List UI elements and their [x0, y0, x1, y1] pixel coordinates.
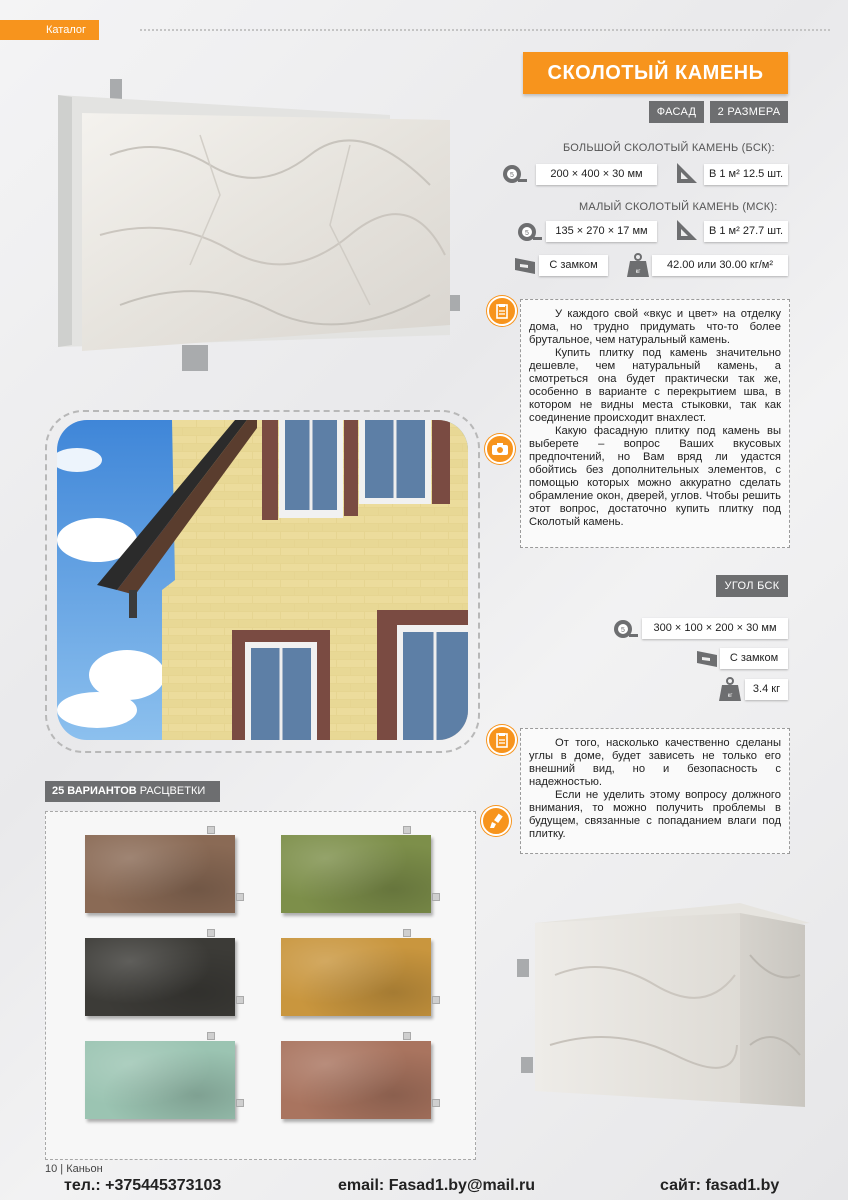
svg-text:кг: кг — [635, 269, 641, 275]
small-stone-lock: С замком — [539, 255, 608, 276]
description-paragraph: От того, насколько качественно сделаны углы в доме, будет зависеть не только его внешний вид, но и безопасность с надежностью. — [529, 737, 781, 788]
tag-sizes: 2 РАЗМЕРА — [710, 101, 788, 123]
clipboard-icon — [487, 296, 517, 326]
swatch-clip — [432, 893, 440, 901]
variants-count: 25 ВАРИАНТОВ — [52, 785, 137, 797]
color-swatch[interactable] — [281, 835, 431, 913]
swatch-clip — [207, 826, 215, 834]
small-stone-heading: МАЛЫЙ СКОЛОТЫЙ КАМЕНЬ (МСК): — [579, 201, 778, 213]
swatch-clip — [432, 1099, 440, 1107]
stone-panel-image — [50, 75, 470, 375]
swatch-clip — [403, 1032, 411, 1040]
footer-site[interactable]: сайт: fasad1.by — [660, 1177, 780, 1194]
variants-text: РАСЦВЕТКИ — [139, 785, 206, 797]
description-box-2 — [520, 728, 790, 854]
tag-facade: ФАСАД — [649, 101, 704, 123]
variants-label — [45, 781, 220, 802]
swatch-clip — [207, 929, 215, 937]
swatch-clip — [207, 1032, 215, 1040]
corner-lock: С замком — [720, 648, 788, 669]
catalog-tab[interactable]: Каталог — [0, 20, 99, 40]
description-paragraph: У каждого свой «вкус и цвет» на отделку дома, но трудно придумать что-то более брутальное, чем натуральный камень. — [529, 308, 781, 346]
small-stone-per-m2: В 1 м² 27.7 шт. — [704, 221, 788, 242]
color-swatch[interactable] — [85, 938, 235, 1016]
corner-dimensions: 300 × 100 × 200 × 30 мм — [642, 618, 788, 639]
page-title: СКОЛОТЫЙ КАМЕНЬ — [523, 52, 788, 94]
clipboard-icon — [487, 725, 517, 755]
tape-measure-icon — [516, 221, 542, 243]
footer-phone[interactable]: тел.: +375445373103 — [64, 1177, 222, 1194]
description-paragraph: Купить плитку под камень значительно дешевле, чем натуральный камень, а смотреться она будет практически так же, особенно в варианте с перекрытием шва, в котором не видны места стыковки, так как соединение происходит внахлест. — [529, 347, 781, 424]
set-square-icon — [675, 218, 699, 242]
description-box-1 — [520, 299, 790, 548]
svg-text:5: 5 — [525, 230, 529, 237]
tape-measure-icon — [612, 618, 638, 640]
svg-text:5: 5 — [510, 172, 514, 179]
brush-icon — [481, 806, 511, 836]
svg-text:кг: кг — [727, 693, 733, 699]
swatch-clip — [236, 996, 244, 1004]
weight-icon — [718, 676, 742, 702]
corner-weight: 3.4 кг — [745, 679, 788, 700]
swatch-clip — [236, 1099, 244, 1107]
tag-corner: УГОЛ БСК — [716, 575, 788, 597]
svg-text:5: 5 — [621, 627, 625, 634]
lock-profile-icon — [514, 256, 536, 276]
lock-profile-icon — [696, 649, 718, 669]
corner-stone-image — [515, 895, 815, 1115]
tape-measure-icon — [501, 163, 527, 185]
small-stone-weight: 42.00 или 30.00 кг/м² — [652, 255, 788, 276]
set-square-icon — [675, 161, 699, 185]
description-paragraph: Если не уделить этому вопросу должного внимания, то можно получить проблемы в будущем, связанные с попаданием влаги под плитку. — [529, 789, 781, 840]
page-number: 10 | Каньон — [45, 1163, 103, 1175]
color-swatch[interactable] — [85, 1041, 235, 1119]
swatch-clip — [432, 996, 440, 1004]
small-stone-dimensions: 135 × 270 × 17 мм — [546, 221, 657, 242]
camera-icon — [485, 434, 515, 464]
description-paragraph: Какую фасадную плитку под камень вы выберете – вопрос Ваших вкусовых предпочтений, но Вам вряд ли удастся обойтись без дополнительных элементов, с помощью которых можно аккуратно сделать обрамление окон, дверей, углов. Чтобы решить этот вопрос, достаточно купить плитку под Сколотый камень. — [529, 425, 781, 528]
color-swatch[interactable] — [281, 1041, 431, 1119]
house-photo — [57, 420, 468, 740]
swatch-clip — [403, 826, 411, 834]
swatch-clip — [403, 929, 411, 937]
top-rule — [140, 29, 830, 31]
large-stone-dimensions: 200 × 400 × 30 мм — [536, 164, 657, 185]
color-swatch[interactable] — [281, 938, 431, 1016]
footer-email[interactable]: email: Fasad1.by@mail.ru — [338, 1177, 536, 1194]
weight-icon — [626, 252, 650, 278]
color-swatch[interactable] — [85, 835, 235, 913]
large-stone-per-m2: В 1 м² 12.5 шт. — [704, 164, 788, 185]
large-stone-heading: БОЛЬШОЙ СКОЛОТЫЙ КАМЕНЬ (БСК): — [563, 142, 775, 154]
swatch-clip — [236, 893, 244, 901]
